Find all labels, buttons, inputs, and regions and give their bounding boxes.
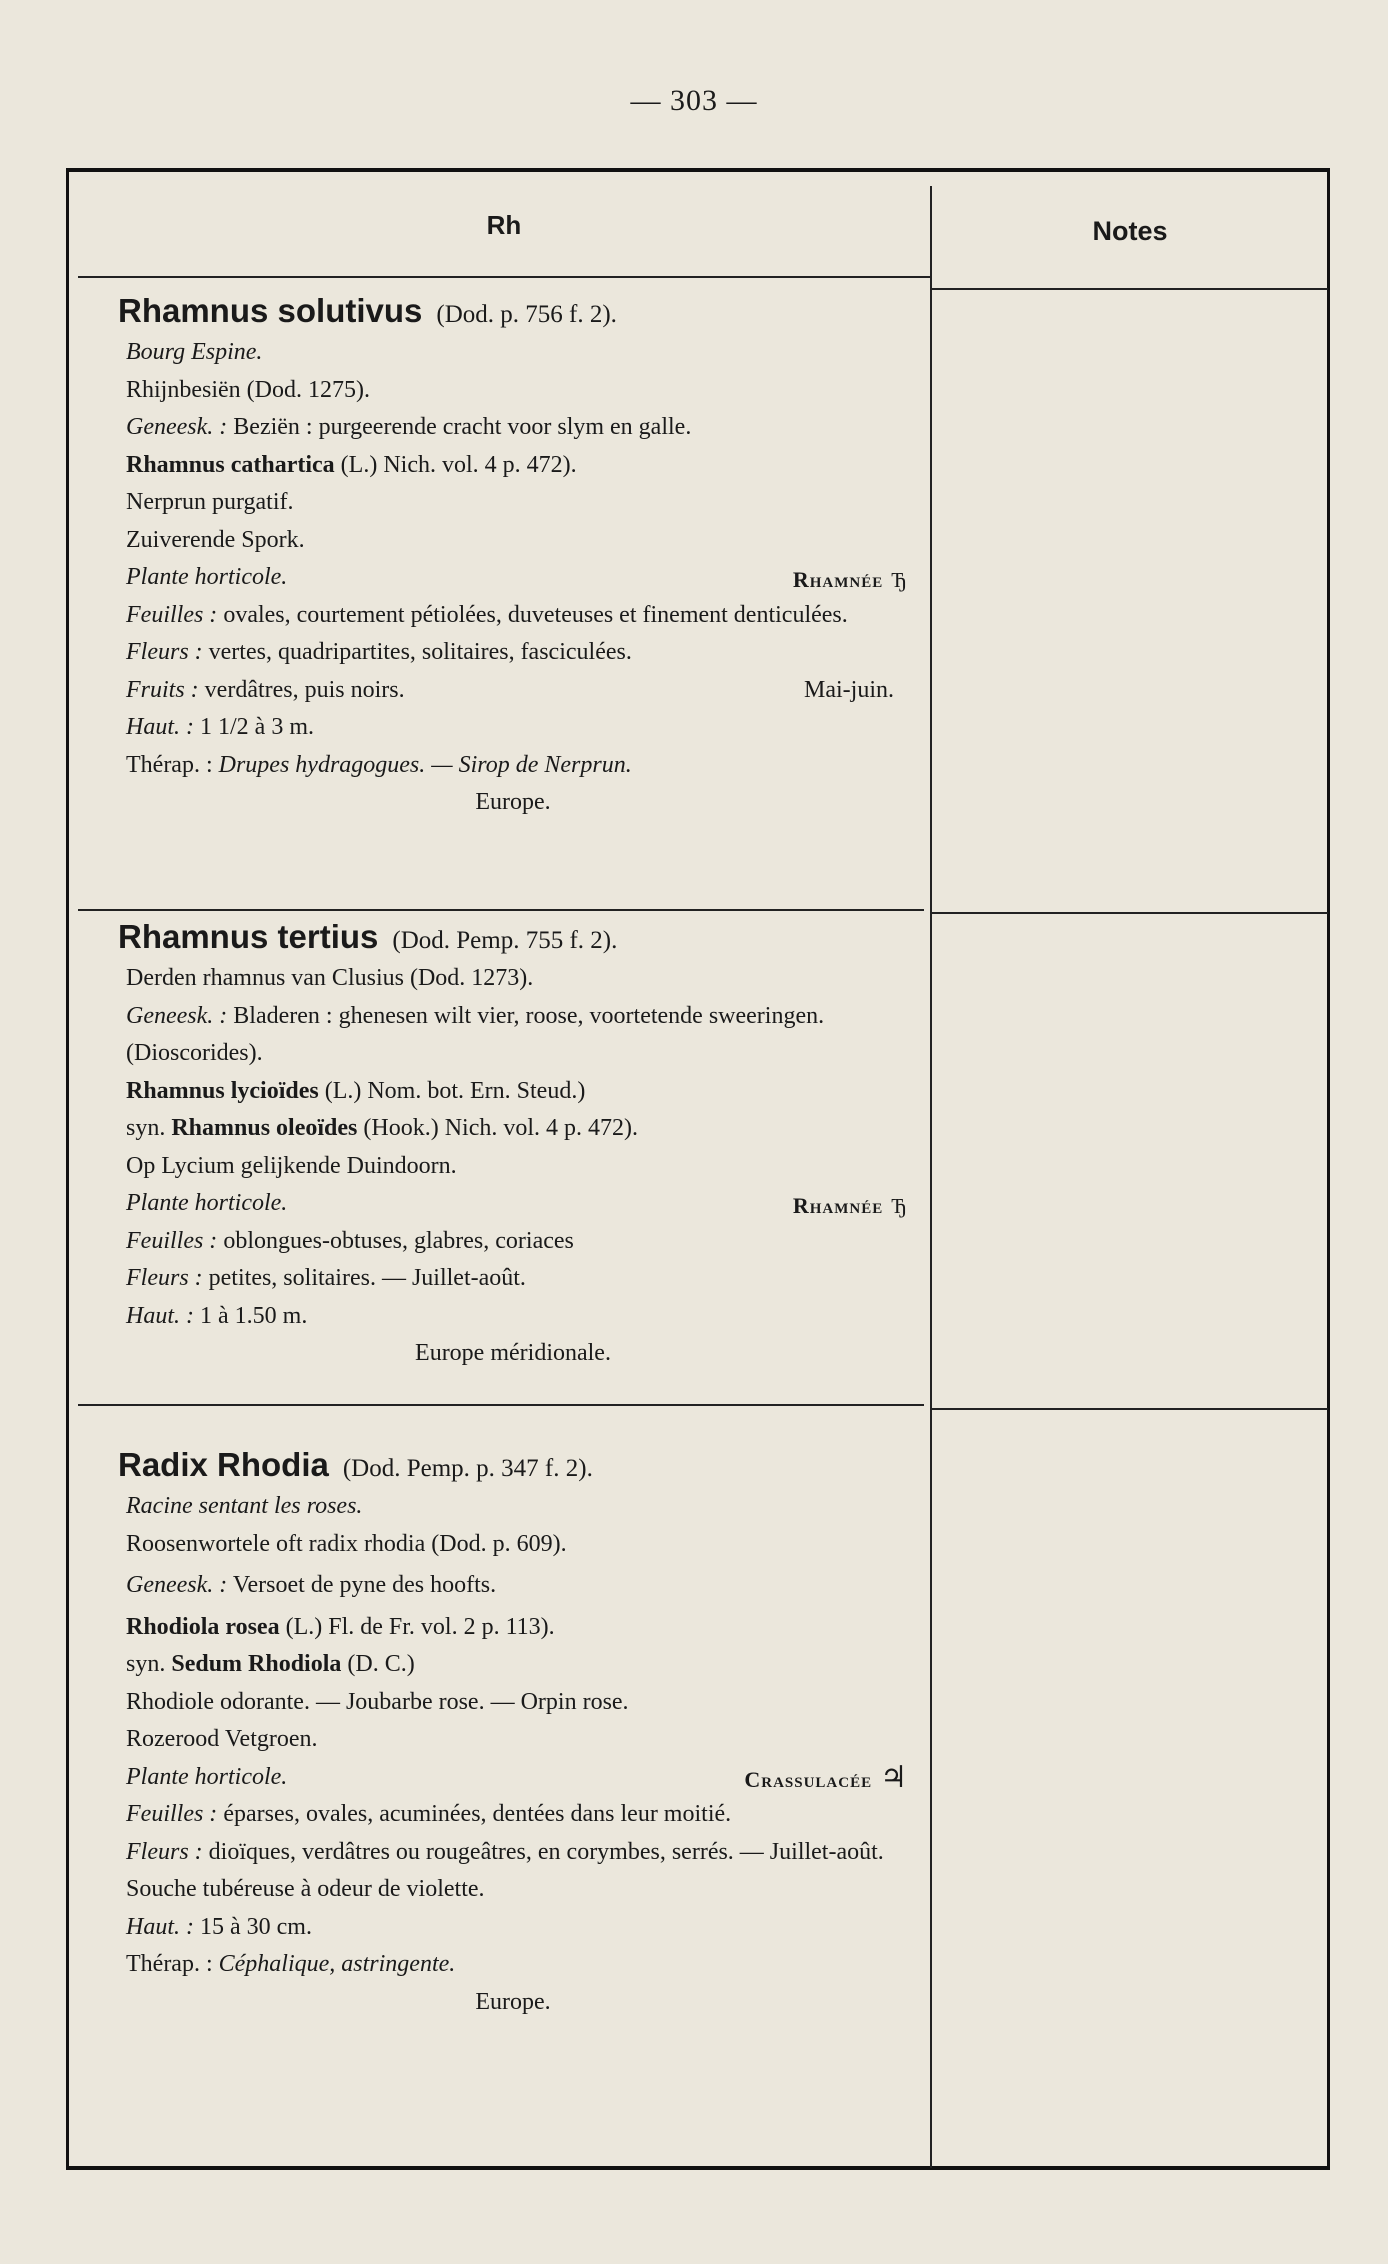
entry-heading xyxy=(118,914,908,960)
text-haut: 15 à 30 cm. xyxy=(200,1913,312,1940)
family-label xyxy=(793,559,908,599)
entry-line-plante xyxy=(118,559,908,597)
entry-line-synonym xyxy=(118,1609,908,1647)
text-fleurs: dioïques, verdâtres ou rougeâtres, en corymbes, serrés. — Juillet-août. xyxy=(208,1838,884,1865)
synonym-ref: (L.) Fl. de Fr. vol. 2 p. 113). xyxy=(285,1613,555,1640)
entry-rule-1-left xyxy=(78,909,924,911)
synonym-name: Rhamnus oleoïdes xyxy=(171,1115,358,1141)
syn-prefix: syn. xyxy=(126,1115,166,1141)
entry-region: Europe. xyxy=(475,789,551,815)
synonym-name: Rhodiola rosea xyxy=(126,1613,280,1640)
entry-line-haut xyxy=(118,1298,908,1336)
entry-line: Roosenwortele oft radix rhodia (Dod. p. 609). xyxy=(126,1530,567,1557)
text-geneesk: Versoet de pyne des hoofts. xyxy=(232,1572,497,1598)
label-feuilles: Feuilles : xyxy=(126,1801,218,1827)
family-name: Rhamnée xyxy=(792,1193,884,1218)
shrub-symbol-icon: ђ xyxy=(891,1187,908,1220)
entry-line-fleurs xyxy=(118,634,908,672)
entry-line: Rhijnbesiën (Dod. 1275). xyxy=(126,376,370,403)
synonym-ref: (L.) Nom. bot. Ern. Steud.) xyxy=(324,1077,586,1104)
entry-title: Radix Rhodia xyxy=(118,1446,329,1483)
text-geneesk: Beziën : purgeerende cracht voor slym en galle. xyxy=(233,414,692,440)
synonym-ref: (Hook.) Nich. vol. 4 p. 472). xyxy=(363,1115,639,1141)
entry-line-synonym xyxy=(118,447,908,485)
text-fleurs: vertes, quadripartites, solitaires, fasciculées. xyxy=(208,639,632,665)
synonym-name: Sedum Rhodiola xyxy=(171,1651,342,1677)
synonym-name: Rhamnus lycioïdes xyxy=(126,1077,319,1104)
entry-line-feuilles xyxy=(118,1223,908,1261)
entry-rule-2-right xyxy=(932,1408,1328,1410)
family-label xyxy=(793,1185,908,1225)
entry-line: Derden rhamnus van Clusius (Dod. 1273). xyxy=(126,965,534,991)
text-feuilles: éparses, ovales, acuminées, dentées dans leur moitié. xyxy=(223,1801,732,1827)
column-header-rh: Rh xyxy=(486,210,522,240)
label-haut: Haut. : xyxy=(126,714,194,740)
entry-line-fleurs xyxy=(118,1834,908,1872)
entry-line-fruits xyxy=(118,672,908,710)
label-feuilles: Feuilles : xyxy=(126,601,218,628)
entry-heading xyxy=(118,288,908,334)
entry-line-plante xyxy=(118,1759,908,1797)
entry-line-synonym-2 xyxy=(118,1110,908,1148)
text-therap: Drupes hydragogues. — Sirop de Nerprun. xyxy=(218,751,632,778)
text-geneesk: Bladeren : ghenesen wilt vier, roose, voortetende sweeringen. (Dioscorides). xyxy=(126,1002,825,1066)
flowering-season: Mai-juin. xyxy=(804,676,894,703)
plante-label: Plante horticole. xyxy=(126,564,288,590)
family-label xyxy=(744,1759,908,1799)
page-number: — 303 — xyxy=(630,84,758,117)
entry-line-therap xyxy=(118,1946,908,1984)
text-haut: 1 1/2 à 3 m. xyxy=(200,714,314,740)
label-therap: Thérap. : xyxy=(126,1951,213,1977)
entry-line-geneesk xyxy=(118,998,908,1073)
family-name: Crassulacée xyxy=(744,1766,873,1792)
label-fleurs: Fleurs : xyxy=(126,639,203,665)
entry-line-geneesk xyxy=(118,1567,908,1605)
entry-line-haut xyxy=(118,1909,908,1947)
label-therap: Thérap. : xyxy=(126,751,213,778)
synonym-name: Rhamnus cathartica xyxy=(126,451,335,478)
entry-line-plante xyxy=(118,1185,908,1223)
header-rule-left xyxy=(78,276,930,278)
entry-line: Racine sentant les roses. xyxy=(126,1493,363,1519)
syn-prefix: syn. xyxy=(126,1651,166,1677)
entry-region: Europe méridionale. xyxy=(415,1340,611,1366)
entry-line: Rhodiole odorante. — Joubarbe rose. — Orpin rose. xyxy=(126,1688,629,1715)
label-geneesk: Geneesk. : xyxy=(126,414,228,440)
label-geneesk: Geneesk. : xyxy=(126,1002,228,1029)
label-geneesk: Geneesk. : xyxy=(126,1572,228,1598)
entry-radix-rhodia xyxy=(118,1442,908,2021)
label-fruits: Fruits : xyxy=(126,676,199,703)
entry-line-feuilles xyxy=(118,1796,908,1834)
entry-line: Souche tubéreuse à odeur de violette. xyxy=(126,1876,485,1902)
text-therap: Céphalique, astringente. xyxy=(218,1951,456,1977)
perennial-symbol-icon: ♃ xyxy=(880,1760,908,1794)
text-fruits: verdâtres, puis noirs. xyxy=(204,676,405,703)
label-fleurs: Fleurs : xyxy=(126,1838,203,1865)
entry-heading xyxy=(118,1442,908,1488)
entry-line: Zuiverende Spork. xyxy=(126,526,305,553)
entry-rule-2-left xyxy=(78,1404,924,1406)
entry-reference: (Dod. p. 756 f. 2). xyxy=(436,301,617,328)
entry-line: Op Lycium gelijkende Duindoorn. xyxy=(126,1152,457,1179)
text-feuilles: oblongues-obtuses, glabres, coriaces xyxy=(223,1227,574,1254)
text-feuilles: ovales, courtement pétiolées, duveteuses et finement denticulées. xyxy=(223,601,848,628)
entry-reference: (Dod. Pemp. 755 f. 2). xyxy=(392,927,618,954)
entry-line-haut xyxy=(118,709,908,747)
entry-line-synonym xyxy=(118,1073,908,1111)
entry-line: Bourg Espine. xyxy=(126,339,263,365)
entry-line-geneesk xyxy=(118,409,908,447)
entry-rhamnus-solutivus xyxy=(118,288,908,822)
label-feuilles: Feuilles : xyxy=(126,1227,218,1254)
entry-line-synonym-2 xyxy=(118,1646,908,1684)
text-haut: 1 à 1.50 m. xyxy=(200,1302,308,1329)
text-fleurs: petites, solitaires. — Juillet-août. xyxy=(208,1265,526,1291)
entry-line: Nerprun purgatif. xyxy=(126,489,294,515)
entry-line-fleurs xyxy=(118,1260,908,1298)
family-name: Rhamnée xyxy=(792,567,884,592)
entry-region: Europe. xyxy=(475,1988,551,2015)
synonym-ref: (D. C.) xyxy=(347,1651,415,1677)
entry-title: Rhamnus solutivus xyxy=(118,292,423,329)
entry-line-therap xyxy=(118,747,908,785)
entry-rhamnus-tertius xyxy=(118,914,908,1373)
header-rule-right xyxy=(932,288,1328,290)
label-haut: Haut. : xyxy=(126,1913,194,1940)
column-header-notes: Notes xyxy=(1092,216,1168,246)
synonym-ref: (L.) Nich. vol. 4 p. 472). xyxy=(340,451,577,478)
plante-label: Plante horticole. xyxy=(126,1190,288,1216)
entry-line-feuilles xyxy=(118,597,908,635)
shrub-symbol-icon: ђ xyxy=(891,561,908,594)
label-haut: Haut. : xyxy=(126,1302,194,1329)
label-fleurs: Fleurs : xyxy=(126,1265,203,1291)
entry-title: Rhamnus tertius xyxy=(118,918,379,955)
entry-reference: (Dod. Pemp. p. 347 f. 2). xyxy=(342,1455,593,1482)
plante-label: Plante horticole. xyxy=(126,1763,288,1790)
entry-rule-1-right xyxy=(932,912,1328,914)
entry-line: Rozerood Vetgroen. xyxy=(126,1726,318,1752)
column-divider xyxy=(930,186,932,2168)
